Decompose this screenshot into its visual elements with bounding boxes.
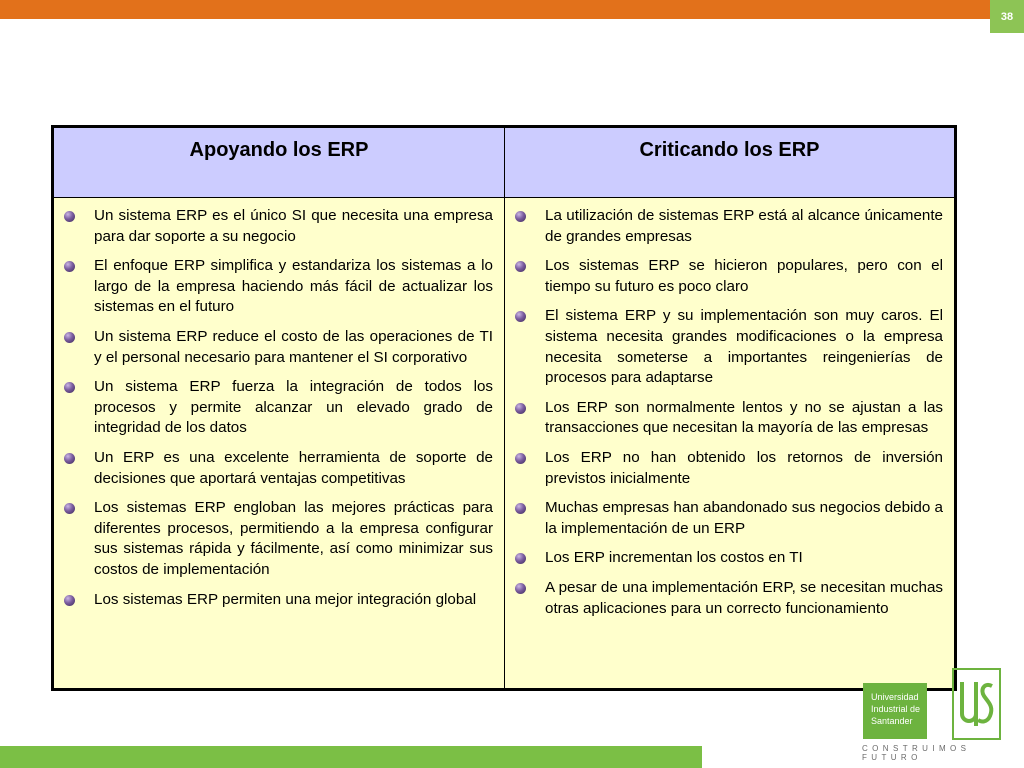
list-item: A pesar de una implementación ERP, se necesitan muchas otras aplicaciones para un correcto funcionamiento xyxy=(515,578,943,619)
list-item: Un sistema ERP es el único SI que necesita una empresa para dar soporte a su negocio xyxy=(64,206,493,247)
logo-line-1: Universidad xyxy=(871,692,919,702)
bullet-icon xyxy=(64,595,75,606)
bullet-icon xyxy=(64,453,75,464)
page-number: 38 xyxy=(990,0,1024,33)
bullet-icon xyxy=(515,503,526,514)
bullet-icon xyxy=(515,261,526,272)
list-item: Los ERP son normalmente lentos y no se ajustan a las transacciones que necesitan la mayoría de las empresas xyxy=(515,398,943,439)
bullet-icon xyxy=(64,211,75,222)
list-item: Un sistema ERP reduce el costo de las operaciones de TI y el personal necesario para mantener el SI corporativo xyxy=(64,327,493,368)
list-item: Muchas empresas han abandonado sus negocios debido a la implementación de un ERP xyxy=(515,498,943,539)
erp-comparison-table xyxy=(51,125,957,691)
bullet-icon xyxy=(64,332,75,343)
list-item: La utilización de sistemas ERP está al alcance únicamente de grandes empresas xyxy=(515,206,943,247)
list-item: El enfoque ERP simplifica y estandariza los sistemas a lo largo de la empresa haciendo más fácil de actualizar los sistemas en el futuro xyxy=(64,256,493,318)
cons-column xyxy=(504,198,954,688)
list-item: Los ERP no han obtenido los retornos de inversión previstos inicialmente xyxy=(515,448,943,489)
logo-text-box xyxy=(863,683,927,739)
bullet-icon xyxy=(64,382,75,393)
bullet-icon xyxy=(515,311,526,322)
list-item: Los sistemas ERP se hicieron populares, pero con el tiempo su futuro es poco claro xyxy=(515,256,943,297)
list-item: Un sistema ERP fuerza la integración de todos los procesos y permite alcanzar un elevado grado de integridad de los datos xyxy=(64,377,493,439)
list-item: Los sistemas ERP permiten una mejor integración global xyxy=(64,590,493,611)
logo-line-2: Industrial de xyxy=(871,704,921,714)
header-criticando: Criticando los ERP xyxy=(504,128,954,197)
tagline: CONSTRUIMOS FUTURO xyxy=(862,744,971,762)
bullet-icon xyxy=(515,453,526,464)
uis-logo xyxy=(863,668,1001,740)
uis-monogram-icon xyxy=(952,668,1001,740)
list-item: El sistema ERP y su implementación son muy caros. El sistema necesita grandes modificaciones o la empresa necesita someterse a importantes reingenierías de procesos para adaptarse xyxy=(515,306,943,388)
pros-column xyxy=(54,198,504,688)
logo-line-3: Santander xyxy=(871,716,913,726)
list-item: Un ERP es una excelente herramienta de soporte de decisiones que aportará ventajas competitivas xyxy=(64,448,493,489)
bullet-icon xyxy=(515,553,526,564)
list-item: Los ERP incrementan los costos en TI xyxy=(515,548,943,569)
header-apoyando: Apoyando los ERP xyxy=(189,139,369,161)
bullet-icon xyxy=(64,503,75,514)
table-header-row xyxy=(54,128,954,198)
table-body-row xyxy=(54,198,954,688)
top-accent-bar xyxy=(0,0,990,19)
bottom-accent-bar xyxy=(0,746,702,768)
bullet-icon xyxy=(64,261,75,272)
cons-list xyxy=(515,206,943,619)
pros-list xyxy=(64,206,493,610)
monogram-shape-icon xyxy=(954,670,999,738)
bullet-icon xyxy=(515,403,526,414)
bullet-icon xyxy=(515,583,526,594)
list-item: Los sistemas ERP engloban las mejores prácticas para diferentes procesos, permitiendo a la empresa configurar sus sistemas rápida y fácilmente, así como minimizar sus costos de implementación xyxy=(64,498,493,580)
bullet-icon xyxy=(515,211,526,222)
